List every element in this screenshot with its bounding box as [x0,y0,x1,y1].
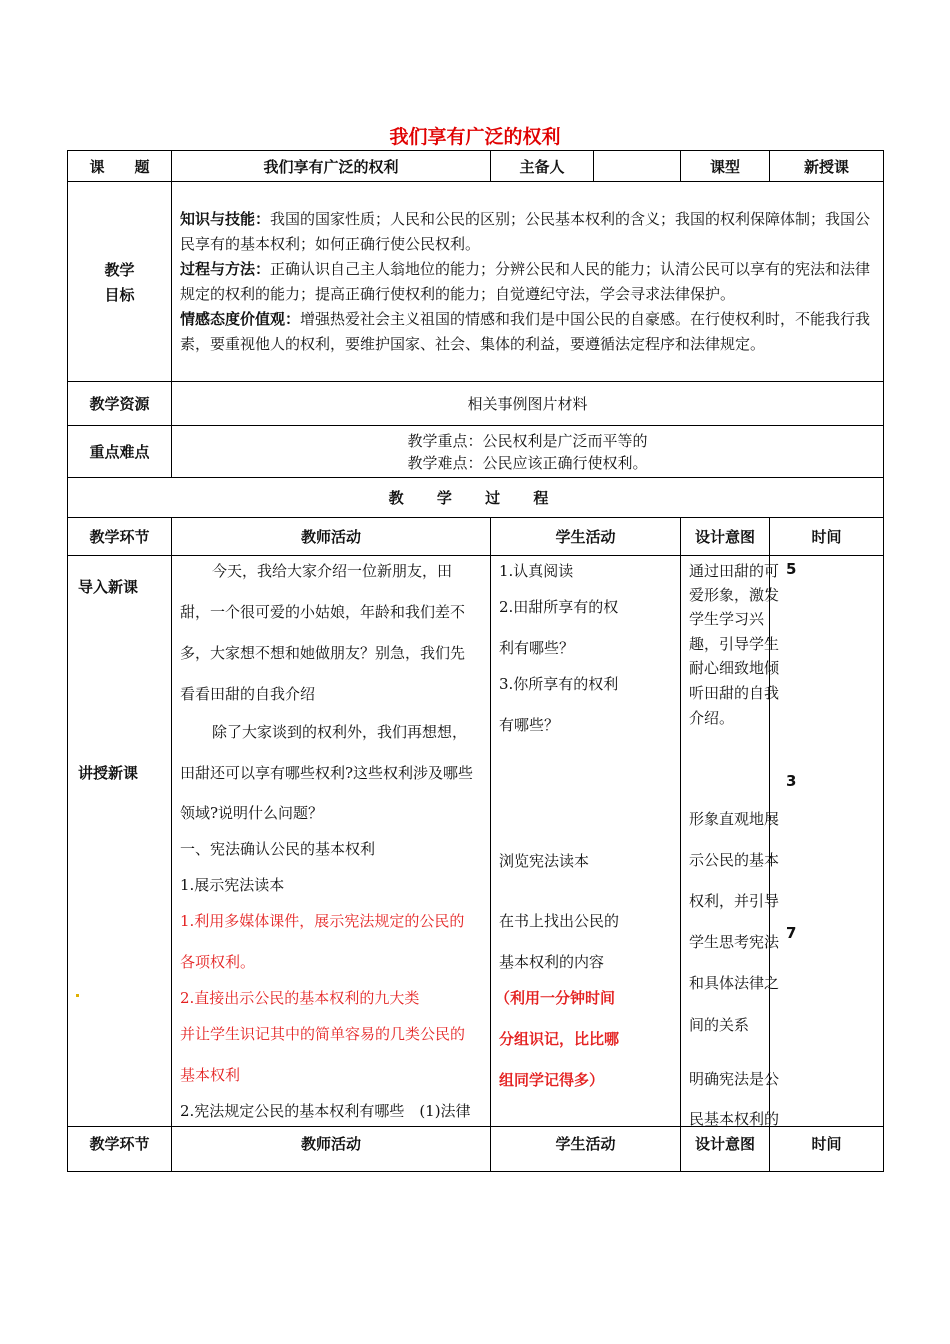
difficulty-content [172,426,884,478]
col-header-stage: 教学环节 [68,518,172,556]
design-line: 通过田甜的可 [689,562,780,580]
preparer-label: 主备人 [491,151,594,182]
col-header-teacher-2: 教师活动 [172,1127,491,1172]
student-line-red: 组同学记得多） [499,1071,605,1089]
col-header-time-2: 时间 [770,1127,884,1172]
student-line-red: （利用一分钟时间 [495,989,616,1007]
goals-label-line1: 教学 [104,260,135,279]
teacher-line: 1.展示宪法读本 [180,876,285,894]
teacher-line-red: 各项权利。 [180,953,256,971]
content-row [68,556,884,1127]
design-line: 和具体法律之 [689,974,780,992]
student-line: 在书上找出公民的 [499,912,620,930]
teacher-line: 田甜还可以享有哪些权利?这些权利涉及哪些 [180,764,474,782]
col-header-time: 时间 [770,518,884,556]
process-title-row [68,478,884,518]
topic-label: 课 题 [68,151,172,182]
hard-point: 教学难点：公民应该正确行使权利。 [407,453,648,472]
student-line: 有哪些？ [499,716,560,734]
student-line: 2.田甜所享有的权 [499,598,619,616]
design-line: 耐心细致地倾 [689,659,780,677]
process-title [68,478,884,518]
emotion-goal [180,307,875,357]
emotion-head: 情感态度价值观： [180,309,301,328]
design-line: 趣，引导学生 [689,635,780,653]
goals-row [68,182,884,382]
teacher-line-red: 1.利用多媒体课件，展示宪法规定的公民的 [180,912,465,930]
document-title: 我们享有广泛的权利 [389,126,561,148]
design-line: 学生思考宪法 [689,933,780,951]
stage-cell [68,556,172,1127]
stage-intro: 导入新课 [78,578,139,596]
teacher-line-red: 并让学生识记其中的简单容易的几类公民的 [180,1025,466,1043]
col-header-design: 设计意图 [681,518,770,556]
teacher-line: 甜，一个很可爱的小姑娘，年龄和我们差不 [180,603,466,621]
process-text: 正确认识自己主人翁地位的能力；分辨公民和人民的能力；认清公民可以享有的宪法和法律规定的权利的能力；提高正确行使权利的能力；自觉遵纪守法，学会寻求法律保护。 [180,259,871,303]
knowledge-head: 知识与技能： [180,209,271,228]
key-point: 教学重点：公民权利是广泛而平等的 [407,431,648,450]
difficulty-row [68,426,884,478]
lesson-plan-table [67,150,884,1172]
type-value: 新授课 [770,151,884,182]
decor-dot [76,994,79,997]
column-header-row-2 [68,1127,884,1172]
process-head: 过程与方法： [180,259,271,278]
time-value: 5 [786,560,797,578]
design-line: 学生学习兴 [689,610,765,628]
design-line: 间的关系 [689,1016,750,1034]
design-line: 权利，并引导 [689,892,780,910]
goals-content [172,182,884,382]
time-value: 7 [786,924,797,942]
student-line: 基本权利的内容 [499,953,605,971]
col-header-design-2: 设计意图 [681,1127,770,1172]
teacher-line: 多，大家想不想和她做朋友？别急，我们先 [180,644,466,662]
teacher-line: 领域?说明什么问题？ [180,804,324,822]
student-line: 浏览宪法读本 [499,852,590,870]
time-cell [770,556,884,1127]
teacher-line: 看看田甜的自我介绍 [180,685,316,703]
teacher-line-red: 2.直接出示公民的基本权利的九大类 [180,989,420,1007]
col-header-teacher: 教师活动 [172,518,491,556]
teacher-line: 今天，我给大家介绍一位新朋友，田 [212,562,453,580]
teacher-line-red: 基本权利 [180,1066,241,1084]
resources-row [68,382,884,426]
type-label: 课型 [681,151,770,182]
student-cell [491,556,681,1127]
design-cell [681,556,780,1128]
design-line: 听田甜的自我 [689,684,780,702]
resources-label: 教学资源 [68,382,172,426]
goals-label [68,182,172,382]
process-title-text: 教 学 过 程 [388,489,563,507]
emotion-text: 增强热爱社会主义祖国的情感和我们是中国公民的自豪感。在行使权利时，不能我行我素，要重视他人的权利，要维护国家、社会、集体的利益，要遵循法定程序和法律规定。 [180,309,871,353]
preparer-value [594,151,681,182]
design-line: 明确宪法是公 [689,1070,780,1088]
design-line: 示公民的基本 [689,851,780,869]
student-line: 1.认真阅读 [499,562,574,580]
col-header-stage-2: 教学环节 [68,1127,172,1172]
resources-value: 相关事例图片材料 [172,382,884,426]
col-header-student: 学生活动 [491,518,681,556]
knowledge-text: 我国的国家性质；人民和公民的区别；公民基本权利的含义；我国的权利保障体制；我国公民享有的基本权利；如何正确行使公民权利。 [180,209,871,253]
design-line: 形象直观地展 [689,810,780,828]
header-row [68,151,884,182]
stage-teach: 讲授新课 [78,764,139,782]
topic-value: 我们享有广泛的权利 [172,151,491,182]
teacher-cell [172,556,491,1127]
goals-label-line2: 目标 [104,285,135,304]
student-line: 3.你所享有的权利 [499,675,619,693]
design-line: 爱形象，激发 [689,586,780,604]
column-header-row [68,518,884,556]
teacher-line: 2.宪法规定公民的基本权利有哪些 (1)法律 [180,1102,471,1120]
design-line: 民基本权利的 [689,1110,780,1128]
knowledge-goal [180,207,875,257]
time-value: 3 [786,772,797,790]
teacher-line: 除了大家谈到的权利外，我们再想想， [212,723,468,741]
design-line: 介绍。 [689,709,735,727]
difficulty-label: 重点难点 [68,426,172,478]
teacher-line: 一、宪法确认公民的基本权利 [180,840,376,858]
col-header-student-2: 学生活动 [491,1127,681,1172]
student-line-red: 分组识记，比比哪 [499,1030,620,1048]
student-line: 利有哪些？ [499,639,575,657]
process-goal [180,257,875,307]
